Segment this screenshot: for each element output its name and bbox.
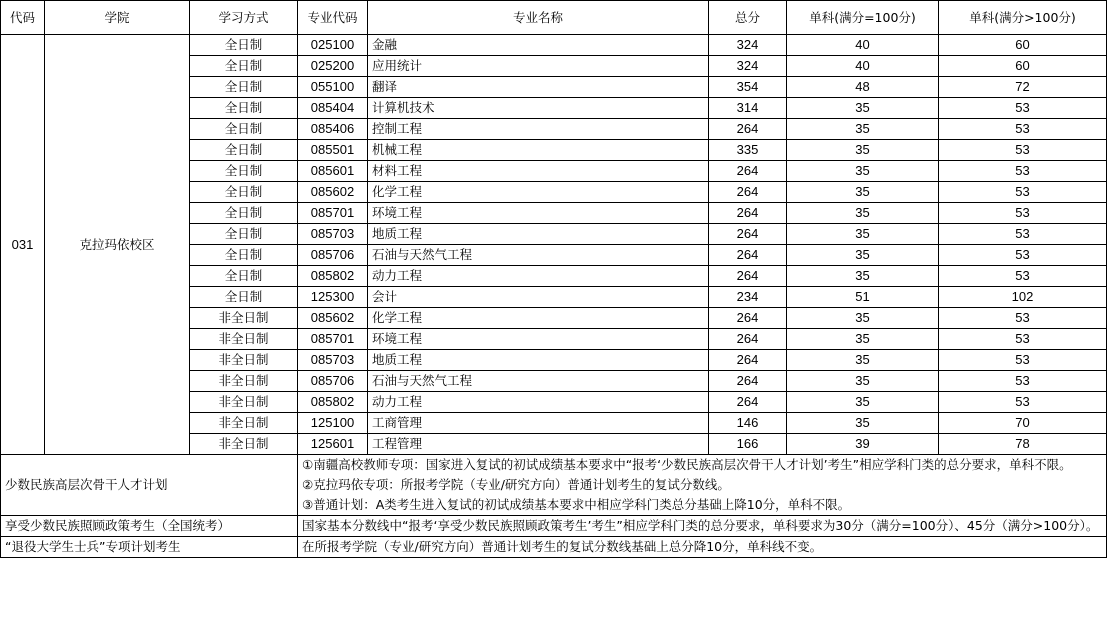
note-line: ①南疆高校教师专项：国家进入复试的初试成绩基本要求中“报考‘少数民族高层次骨干人才计划’考生”相应学科门类的总分要求，单科不限。 bbox=[302, 457, 1072, 472]
major-name-cell: 石油与天然气工程 bbox=[368, 245, 709, 266]
major-name-cell: 动力工程 bbox=[368, 266, 709, 287]
major-code-cell: 085602 bbox=[298, 308, 368, 329]
major-name-cell: 工程管理 bbox=[368, 434, 709, 455]
single-over-100-cell: 53 bbox=[939, 245, 1107, 266]
single-over-100-cell: 102 bbox=[939, 287, 1107, 308]
header-code: 代码 bbox=[1, 1, 45, 35]
header-single-100: 单科(满分=100分) bbox=[787, 1, 939, 35]
single-over-100-cell: 70 bbox=[939, 413, 1107, 434]
total-score-cell: 324 bbox=[709, 56, 787, 77]
major-code-cell: 085406 bbox=[298, 119, 368, 140]
study-mode-cell: 全日制 bbox=[190, 98, 298, 119]
total-score-cell: 264 bbox=[709, 224, 787, 245]
single-over-100-cell: 53 bbox=[939, 350, 1107, 371]
notes-body bbox=[1, 455, 1107, 558]
single-100-cell: 35 bbox=[787, 203, 939, 224]
major-name-cell: 计算机技术 bbox=[368, 98, 709, 119]
single-100-cell: 35 bbox=[787, 224, 939, 245]
major-name-cell: 工商管理 bbox=[368, 413, 709, 434]
single-over-100-cell: 53 bbox=[939, 203, 1107, 224]
study-mode-cell: 全日制 bbox=[190, 245, 298, 266]
total-score-cell: 264 bbox=[709, 182, 787, 203]
total-score-cell: 324 bbox=[709, 35, 787, 56]
total-score-cell: 264 bbox=[709, 392, 787, 413]
header-mode: 学习方式 bbox=[190, 1, 298, 35]
major-name-cell: 翻译 bbox=[368, 77, 709, 98]
single-100-cell: 48 bbox=[787, 77, 939, 98]
major-code-cell: 085703 bbox=[298, 350, 368, 371]
single-100-cell: 35 bbox=[787, 98, 939, 119]
major-code-cell: 025100 bbox=[298, 35, 368, 56]
single-100-cell: 35 bbox=[787, 266, 939, 287]
header-total: 总分 bbox=[709, 1, 787, 35]
major-code-cell: 025200 bbox=[298, 56, 368, 77]
major-code-cell: 085701 bbox=[298, 203, 368, 224]
total-score-cell: 264 bbox=[709, 119, 787, 140]
study-mode-cell: 全日制 bbox=[190, 77, 298, 98]
study-mode-cell: 全日制 bbox=[190, 140, 298, 161]
single-100-cell: 35 bbox=[787, 392, 939, 413]
header-major-name: 专业名称 bbox=[368, 1, 709, 35]
study-mode-cell: 非全日制 bbox=[190, 392, 298, 413]
total-score-cell: 264 bbox=[709, 329, 787, 350]
note-line: 国家基本分数线中“报考‘享受少数民族照顾政策考生’考生”相应学科门类的总分要求，单科要求为30分（满分=100分）、45分（满分>100分）。 bbox=[302, 518, 1099, 533]
total-score-cell: 314 bbox=[709, 98, 787, 119]
major-code-cell: 085404 bbox=[298, 98, 368, 119]
table-row bbox=[1, 35, 1107, 56]
single-over-100-cell: 53 bbox=[939, 119, 1107, 140]
total-score-cell: 264 bbox=[709, 371, 787, 392]
header-college: 学院 bbox=[45, 1, 190, 35]
single-over-100-cell: 78 bbox=[939, 434, 1107, 455]
single-over-100-cell: 53 bbox=[939, 371, 1107, 392]
single-100-cell: 35 bbox=[787, 329, 939, 350]
note-label: “退役大学生士兵”专项计划考生 bbox=[1, 537, 298, 558]
major-name-cell: 石油与天然气工程 bbox=[368, 371, 709, 392]
note-row bbox=[1, 455, 1107, 516]
major-name-cell: 金融 bbox=[368, 35, 709, 56]
table-body bbox=[1, 35, 1107, 455]
note-line: ③普通计划：A类考生进入复试的初试成绩基本要求中相应学科门类总分基础上降10分，单科不限。 bbox=[302, 497, 851, 512]
single-100-cell: 35 bbox=[787, 161, 939, 182]
total-score-cell: 354 bbox=[709, 77, 787, 98]
study-mode-cell: 全日制 bbox=[190, 266, 298, 287]
single-100-cell: 35 bbox=[787, 308, 939, 329]
major-name-cell: 控制工程 bbox=[368, 119, 709, 140]
single-100-cell: 35 bbox=[787, 371, 939, 392]
total-score-cell: 335 bbox=[709, 140, 787, 161]
single-100-cell: 51 bbox=[787, 287, 939, 308]
study-mode-cell: 非全日制 bbox=[190, 350, 298, 371]
major-name-cell: 机械工程 bbox=[368, 140, 709, 161]
single-over-100-cell: 53 bbox=[939, 329, 1107, 350]
major-code-cell: 085802 bbox=[298, 266, 368, 287]
total-score-cell: 264 bbox=[709, 161, 787, 182]
major-code-cell: 085601 bbox=[298, 161, 368, 182]
total-score-cell: 264 bbox=[709, 308, 787, 329]
total-score-cell: 264 bbox=[709, 245, 787, 266]
single-100-cell: 35 bbox=[787, 350, 939, 371]
note-line: 在所报考学院（专业/研究方向）普通计划考生的复试分数线基础上总分降10分，单科线不变。 bbox=[302, 539, 823, 554]
major-name-cell: 化学工程 bbox=[368, 182, 709, 203]
single-over-100-cell: 53 bbox=[939, 224, 1107, 245]
single-100-cell: 35 bbox=[787, 182, 939, 203]
single-100-cell: 35 bbox=[787, 245, 939, 266]
single-over-100-cell: 60 bbox=[939, 35, 1107, 56]
major-code-cell: 125300 bbox=[298, 287, 368, 308]
study-mode-cell: 非全日制 bbox=[190, 329, 298, 350]
note-label: 享受少数民族照顾政策考生（全国统考） bbox=[1, 516, 298, 537]
single-over-100-cell: 53 bbox=[939, 98, 1107, 119]
major-code-cell: 125601 bbox=[298, 434, 368, 455]
college-code: 031 bbox=[1, 35, 45, 455]
note-line: ②克拉玛依专项：所报考学院（专业/研究方向）普通计划考生的复试分数线。 bbox=[302, 477, 730, 492]
note-text bbox=[298, 455, 1107, 516]
single-over-100-cell: 53 bbox=[939, 392, 1107, 413]
study-mode-cell: 非全日制 bbox=[190, 371, 298, 392]
single-over-100-cell: 72 bbox=[939, 77, 1107, 98]
major-name-cell: 环境工程 bbox=[368, 203, 709, 224]
study-mode-cell: 全日制 bbox=[190, 119, 298, 140]
study-mode-cell: 非全日制 bbox=[190, 434, 298, 455]
study-mode-cell: 全日制 bbox=[190, 224, 298, 245]
header-row bbox=[1, 1, 1107, 35]
single-over-100-cell: 53 bbox=[939, 140, 1107, 161]
major-name-cell: 材料工程 bbox=[368, 161, 709, 182]
note-row bbox=[1, 537, 1107, 558]
major-name-cell: 动力工程 bbox=[368, 392, 709, 413]
total-score-cell: 146 bbox=[709, 413, 787, 434]
single-100-cell: 40 bbox=[787, 35, 939, 56]
single-over-100-cell: 53 bbox=[939, 182, 1107, 203]
single-100-cell: 35 bbox=[787, 140, 939, 161]
total-score-cell: 234 bbox=[709, 287, 787, 308]
study-mode-cell: 全日制 bbox=[190, 287, 298, 308]
college-name: 克拉玛依校区 bbox=[45, 35, 190, 455]
major-name-cell: 化学工程 bbox=[368, 308, 709, 329]
note-text bbox=[298, 537, 1107, 558]
major-code-cell: 085501 bbox=[298, 140, 368, 161]
study-mode-cell: 全日制 bbox=[190, 182, 298, 203]
note-label: 少数民族高层次骨干人才计划 bbox=[1, 455, 298, 516]
study-mode-cell: 全日制 bbox=[190, 161, 298, 182]
single-100-cell: 39 bbox=[787, 434, 939, 455]
study-mode-cell: 全日制 bbox=[190, 56, 298, 77]
single-over-100-cell: 53 bbox=[939, 266, 1107, 287]
total-score-cell: 264 bbox=[709, 350, 787, 371]
note-text bbox=[298, 516, 1107, 537]
total-score-cell: 264 bbox=[709, 203, 787, 224]
header-major-code: 专业代码 bbox=[298, 1, 368, 35]
note-row bbox=[1, 516, 1107, 537]
single-over-100-cell: 53 bbox=[939, 161, 1107, 182]
study-mode-cell: 全日制 bbox=[190, 203, 298, 224]
major-code-cell: 085602 bbox=[298, 182, 368, 203]
study-mode-cell: 非全日制 bbox=[190, 413, 298, 434]
study-mode-cell: 非全日制 bbox=[190, 308, 298, 329]
header-single-over-100: 单科(满分>100分) bbox=[939, 1, 1107, 35]
major-name-cell: 地质工程 bbox=[368, 224, 709, 245]
single-over-100-cell: 53 bbox=[939, 308, 1107, 329]
major-code-cell: 085802 bbox=[298, 392, 368, 413]
major-code-cell: 085706 bbox=[298, 245, 368, 266]
major-code-cell: 055100 bbox=[298, 77, 368, 98]
major-name-cell: 应用统计 bbox=[368, 56, 709, 77]
major-name-cell: 环境工程 bbox=[368, 329, 709, 350]
single-100-cell: 35 bbox=[787, 119, 939, 140]
total-score-cell: 166 bbox=[709, 434, 787, 455]
single-over-100-cell: 60 bbox=[939, 56, 1107, 77]
major-code-cell: 085706 bbox=[298, 371, 368, 392]
study-mode-cell: 全日制 bbox=[190, 35, 298, 56]
single-100-cell: 35 bbox=[787, 413, 939, 434]
single-100-cell: 40 bbox=[787, 56, 939, 77]
major-code-cell: 085703 bbox=[298, 224, 368, 245]
major-name-cell: 会计 bbox=[368, 287, 709, 308]
major-name-cell: 地质工程 bbox=[368, 350, 709, 371]
major-code-cell: 125100 bbox=[298, 413, 368, 434]
major-code-cell: 085701 bbox=[298, 329, 368, 350]
total-score-cell: 264 bbox=[709, 266, 787, 287]
